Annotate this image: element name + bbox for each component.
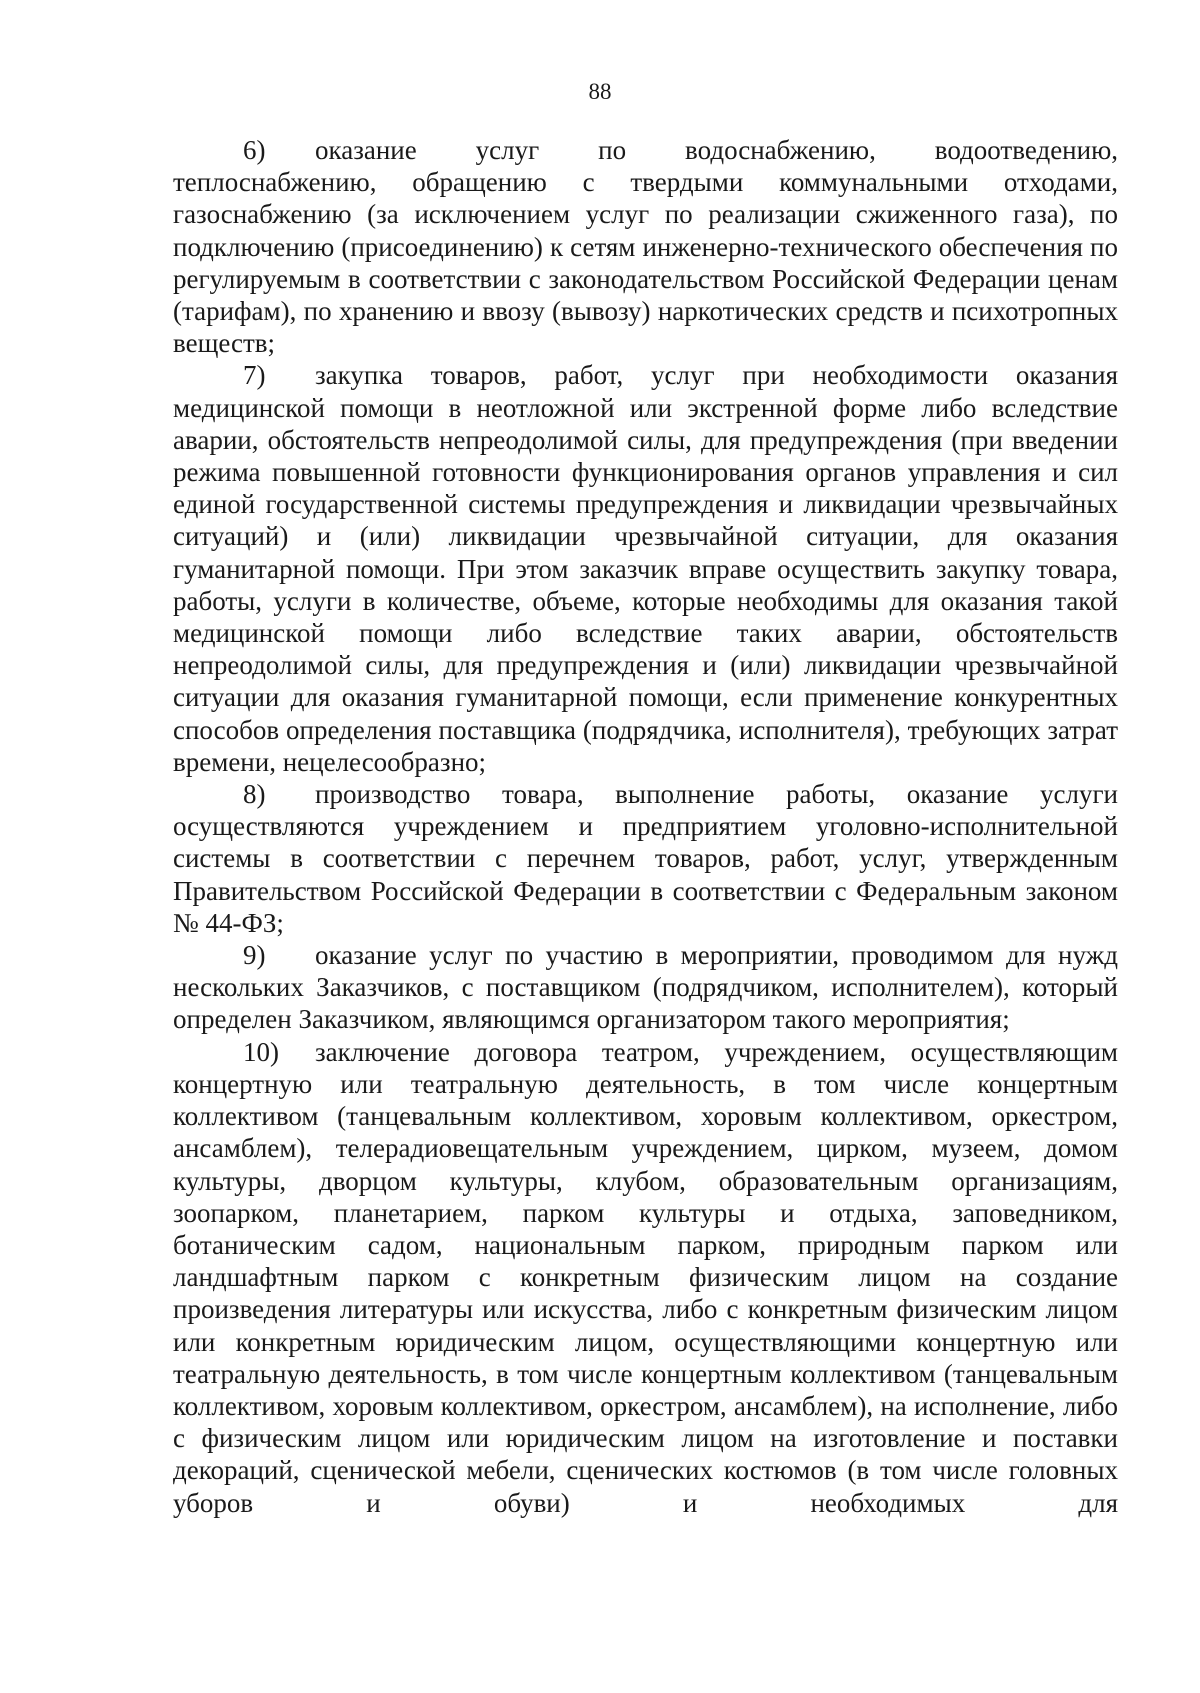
page-number: 88 <box>588 79 612 104</box>
list-item <box>173 134 1118 359</box>
item-number: 7) <box>243 360 266 391</box>
item-text: производство товара, выполнение работы, оказание услуги осуществляются учреждением и предприятием уголовно-исполнительной системы в соответствии с перечнем товаров, работ, услуг, утвержденным Правительством Российской Федерации в соответствии с Федеральным законом № 44-ФЗ; <box>173 779 1118 938</box>
item-text: закупка товаров, работ, услуг при необходимости оказания медицинской помощи в неотложной или экстренной форме либо вследствие аварии, обстоятельств непреодолимой силы, для предупреждения (при введении режима повышенной готовности функционирования органов управления и сил единой государственной системы предупреждения и ликвидации чрезвычайных ситуаций) и (или) ликвидации чрезвычайной ситуации, для оказания гуманитарной помощи. При этом заказчик вправе осуществить закупку товара, работы, услуги в количестве, объеме, которые необходимы для оказания такой медицинской помощи либо вследствие таких аварии, обстоятельств непреодолимой силы, для предупреждения и (или) ликвидации чрезвычайной ситуации для оказания гуманитарной помощи, если применение конкурентных способов определения поставщика (подрядчика, исполнителя), требующих затрат времени, нецелесообразно; <box>173 360 1118 777</box>
list-item <box>173 778 1118 939</box>
item-number: 10) <box>243 1036 279 1067</box>
document-body <box>173 134 1118 1519</box>
item-number: 6) <box>243 135 266 165</box>
item-number: 9) <box>243 940 266 971</box>
list-item <box>173 1036 1118 1519</box>
item-text: оказание услуг по участию в мероприятии, проводимом для нужд нескольких Заказчиков, с поставщиком (подрядчиком, исполнителем), который определен Заказчиком, являющимся организатором такого мероприятия; <box>173 940 1118 1035</box>
item-number: 8) <box>243 779 266 810</box>
item-text: оказание услуг по водоснабжению, водоотведению, теплоснабжению, обращению с твердыми коммунальными отходами, газоснабжению (за исключением услуг по реализации сжиженного газа), по подключению (присоединению) к сетям инженерно-технического обеспечения по регулируемым в соответствии с законодательством Российской Федерации ценам (тарифам), по хранению и ввозу (вывозу) наркотических средств и психотропных веществ; <box>173 135 1118 359</box>
list-item <box>173 359 1118 778</box>
list-item <box>173 939 1118 1036</box>
item-text: заключение договора театром, учреждением, осуществляющим концертную или театральную деятельность, в том числе концертным коллективом (танцевальным коллективом, хоровым коллективом, оркестром, ансамблем), телерадиовещательным учреждением, цирком, музеем, домом культуры, дворцом культуры, клубом, образовательным организациям, зоопарком, планетарием, парком культуры и отдыха, заповедником, ботаническим садом, национальным парком, природным парком или ландшафтным парком с конкретным физическим лицом на создание произведения литературы или искусства, либо с конкретным физическим лицом или конкретным юридическим лицом, осуществляющими концертную или театральную деятельность, в том числе концертным коллективом (танцевальным коллективом, хоровым коллективом, оркестром, ансамблем), на исполнение, либо с физическим лицом или юридическим лицом на изготовление и поставки декораций, сценической мебели, сценических костюмов (в том числе головных уборов и обуви) и необходимых для <box>173 1036 1118 1518</box>
